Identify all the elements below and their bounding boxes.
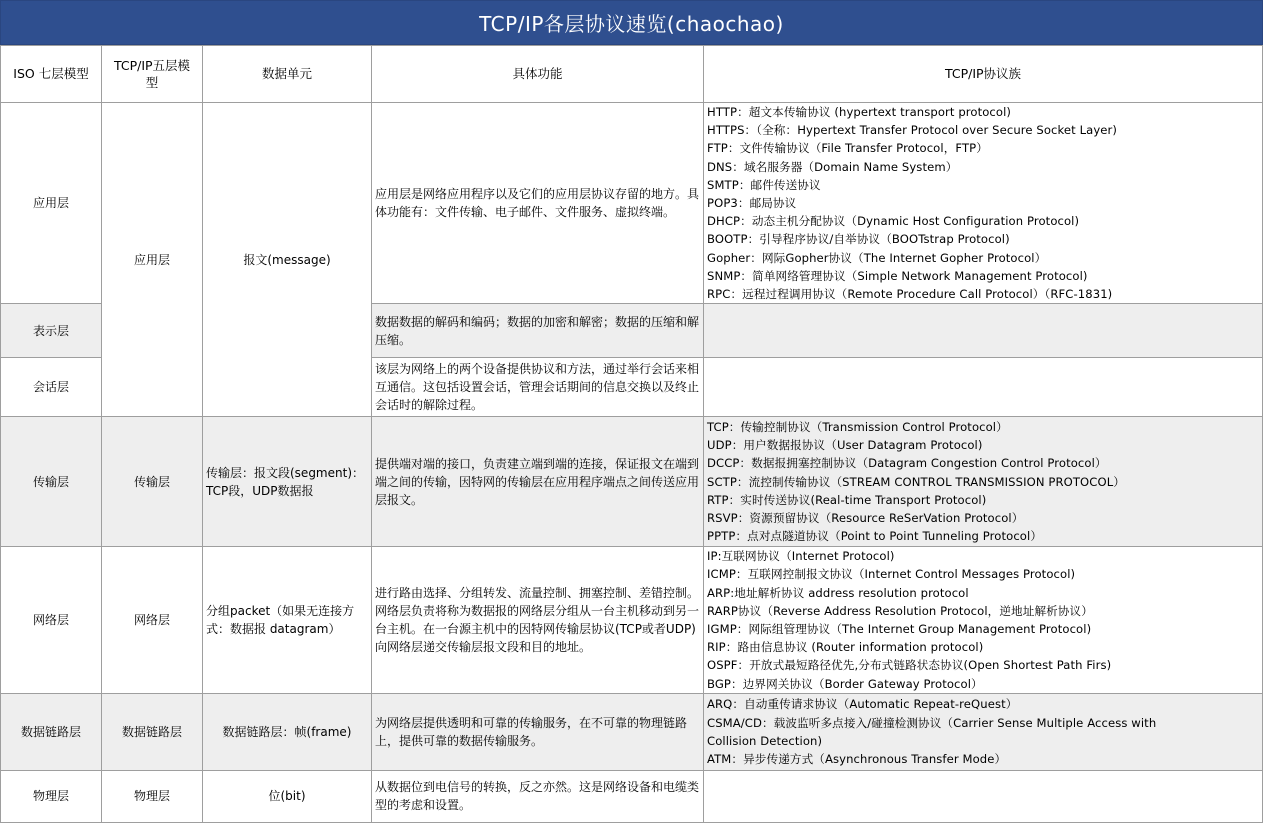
header-iso: ISO 七层模型 [1, 46, 102, 103]
unit-application: 报文(message) [203, 103, 372, 417]
protocol-item: RIP：路由信息协议 (Router information protocol) [707, 640, 984, 655]
function-presentation: 数据数据的解码和编码；数据的加密和解密；数据的压缩和解压缩。 [372, 304, 704, 358]
protocol-item: SMTP：邮件传送协议 [707, 177, 821, 192]
protocol-item: ICMP：互联网控制报文协议（Internet Control Messages Protocol) [707, 567, 1076, 582]
protocol-item: Collision Detection) [707, 733, 823, 748]
protocols-network [704, 547, 1263, 694]
iso-layer-session: 会话层 [1, 358, 102, 417]
header-function: 具体功能 [372, 46, 704, 103]
unit-transport: 传输层：报文段(segment)：TCP段，UDP数据报 [203, 417, 372, 547]
protocol-item: DNS：域名服务器（Domain Name System） [707, 159, 958, 174]
tcpip-layer-application: 应用层 [102, 103, 203, 417]
iso-layer-transport: 传输层 [1, 417, 102, 547]
protocol-item: Gopher：网际Gopher协议（The Internet Gopher Protocol） [707, 250, 1047, 265]
iso-layer-presentation: 表示层 [1, 304, 102, 358]
protocol-item: CSMA/CD：载波监听多点接入/碰撞检测协议（Carrier Sense Multiple Access with [707, 715, 1157, 730]
protocol-item: FTP：文件传输协议（File Transfer Protocol，FTP） [707, 141, 988, 156]
protocol-item: UDP：用户数据报协议（User Datagram Protocol) [707, 438, 983, 453]
tcpip-layer-physical: 物理层 [102, 770, 203, 822]
protocol-item: BOOTP：引导程序协议/自举协议（BOOTstrap Protocol) [707, 232, 1010, 247]
protocol-item: DCCP：数据报拥塞控制协议（Datagram Congestion Control Protocol） [707, 456, 1107, 471]
protocol-item: RTP：实时传送协议(Real-time Transport Protocol) [707, 492, 987, 507]
protocols-datalink [704, 693, 1263, 770]
tcpip-layer-network: 网络层 [102, 547, 203, 694]
table-row-application [1, 103, 1263, 304]
unit-network: 分组packet（如果无连接方式：数据报 datagram） [203, 547, 372, 694]
protocol-item: HTTPS：（全称：Hypertext Transfer Protocol over Secure Socket Layer) [707, 123, 1118, 138]
table-row-transport [1, 417, 1263, 547]
table-row-datalink [1, 693, 1263, 770]
unit-datalink: 数据链路层：帧(frame) [203, 693, 372, 770]
protocol-item: HTTP：超文本传输协议 (hypertext transport protocol) [707, 105, 1012, 119]
protocol-item: ATM：异步传递方式（Asynchronous Transfer Mode） [707, 752, 1007, 767]
protocol-item: RARP协议（Reverse Address Resolution Protocol，逆地址解析协议） [707, 603, 1093, 618]
protocol-item: SNMP：简单网络管理协议（Simple Network Management Protocol) [707, 268, 1088, 283]
function-transport: 提供端对端的接口，负责建立端到端的连接，保证报文在端到端之间的传输，因特网的传输层在应用程序端点之间传送应用层报文。 [372, 417, 704, 547]
protocol-item: IP:互联网协议（Internet Protocol) [707, 549, 895, 564]
function-network: 进行路由选择、分组转发、流量控制、拥塞控制、差错控制。网络层负责将称为数据报的网络层分组从一台主机移动到另一台主机。在一台源主机中的因特网传输层协议(TCP或者UDP)向网络层递交传输层报文段和目的地址。 [372, 547, 704, 694]
protocol-item: ARP:地址解析协议 address resolution protocol [707, 585, 969, 600]
header-row [1, 46, 1263, 103]
header-protocols: TCP/IP协议族 [704, 46, 1263, 103]
protocols-transport [704, 417, 1263, 547]
iso-layer-physical: 物理层 [1, 770, 102, 822]
protocol-item: BGP：边界网关协议（Border Gateway Protocol） [707, 676, 983, 691]
iso-layer-application: 应用层 [1, 103, 102, 304]
protocols-presentation [704, 304, 1263, 358]
unit-physical: 位(bit) [203, 770, 372, 822]
protocol-item: POP3：邮局协议 [707, 196, 797, 211]
protocol-item: ARQ：自动重传请求协议（Automatic Repeat-reQuest） [707, 697, 1018, 712]
header-unit: 数据单元 [203, 46, 372, 103]
protocol-item: IGMP：网际组管理协议（The Internet Group Management Protocol) [707, 622, 1092, 637]
protocol-table [0, 45, 1263, 823]
tcpip-layer-transport: 传输层 [102, 417, 203, 547]
header-tcpip-text: TCP/IP五层模型 [113, 58, 191, 90]
table-row-physical [1, 770, 1263, 822]
protocols-application [704, 103, 1263, 304]
function-datalink: 为网络层提供透明和可靠的传输服务，在不可靠的物理链路上，提供可靠的数据传输服务。 [372, 693, 704, 770]
protocol-item: DHCP：动态主机分配协议（Dynamic Host Configuration Protocol) [707, 214, 1080, 229]
protocol-item: RPC：远程过程调用协议（Remote Procedure Call Protocol）（RFC-1831) [707, 287, 1113, 302]
tcpip-layer-datalink: 数据链路层 [102, 693, 203, 770]
protocol-item: PPTP：点对点隧道协议（Point to Point Tunneling Protocol） [707, 529, 1043, 544]
function-physical: 从数据位到电信号的转换，反之亦然。这是网络设备和电缆类型的考虑和设置。 [372, 770, 704, 822]
protocols-physical [704, 770, 1263, 822]
function-application: 应用层是网络应用程序以及它们的应用层协议存留的地方。具体功能有：文件传输、电子邮件、文件服务、虚拟终端。 [372, 103, 704, 304]
iso-layer-network: 网络层 [1, 547, 102, 694]
table-row-network [1, 547, 1263, 694]
protocol-item: OSPF：开放式最短路径优先,分布式链路状态协议(Open Shortest Path Firs) [707, 658, 1112, 673]
protocol-item: TCP：传输控制协议（Transmission Control Protocol） [707, 420, 1008, 435]
iso-layer-datalink: 数据链路层 [1, 693, 102, 770]
page-title: TCP/IP各层协议速览(chaochao) [0, 0, 1263, 45]
protocol-item: SCTP：流控制传输协议（STREAM CONTROL TRANSMISSION PROTOCOL） [707, 474, 1125, 489]
protocol-item: RSVP：资源预留协议（Resource ReSerVation Protocol） [707, 511, 1024, 526]
protocols-session [704, 358, 1263, 417]
function-session: 该层为网络上的两个设备提供协议和方法，通过举行会话来相互通信。这包括设置会话，管理会话期间的信息交换以及终止会话时的解除过程。 [372, 358, 704, 417]
header-tcpip [102, 46, 203, 103]
